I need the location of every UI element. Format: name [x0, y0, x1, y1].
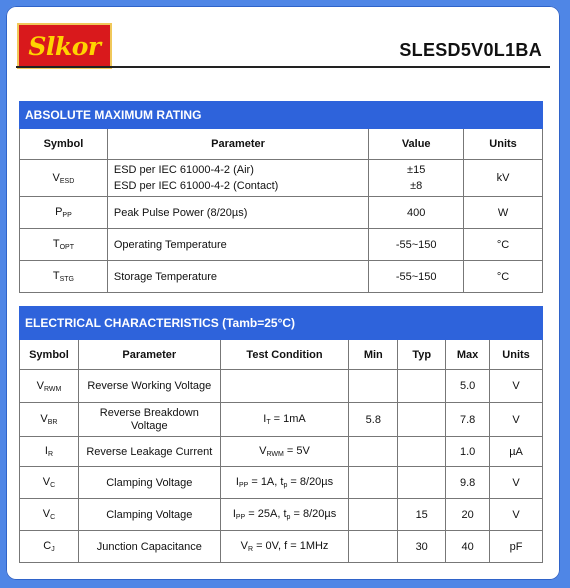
unit-cell: V	[490, 499, 543, 531]
table-row	[20, 467, 543, 499]
unit-cell: pF	[490, 531, 543, 563]
datasheet-frame	[6, 6, 560, 580]
test-condition-cell: $I_{PP} = 25A$, $t_p = 8/20\mu s$	[220, 499, 349, 531]
max-cell: 20	[446, 499, 490, 531]
value-cell: ±15 ±8	[369, 160, 464, 197]
symbol-cell: $T_{OPT}$	[20, 229, 108, 261]
symbol-cell: $T_{STG}$	[20, 261, 108, 293]
typ-cell: 15	[398, 499, 446, 531]
symbol-cell: $V_C$	[20, 467, 79, 499]
parameter-cell: Peak Pulse Power (8/20µs)	[107, 197, 368, 229]
table-row	[20, 403, 543, 437]
table-row	[20, 229, 543, 261]
table-row	[20, 531, 543, 563]
test-condition-cell	[220, 370, 349, 403]
max-cell: 9.8	[446, 467, 490, 499]
symbol-cell: $I_R$	[20, 437, 79, 467]
table-row	[20, 261, 543, 293]
unit-cell: °C	[464, 261, 543, 293]
unit-cell: W	[464, 197, 543, 229]
typ-cell	[398, 403, 446, 437]
column-header: Symbol	[20, 340, 79, 370]
electrical-characteristics-table	[19, 306, 543, 563]
column-header: Parameter	[107, 129, 368, 160]
parameter-cell: Reverse Leakage Current	[78, 437, 220, 467]
parameter-cell: Junction Capacitance	[78, 531, 220, 563]
parameter-cell: Clamping Voltage	[78, 467, 220, 499]
table-row	[20, 437, 543, 467]
typ-cell	[398, 437, 446, 467]
parameter-cell: Clamping Voltage	[78, 499, 220, 531]
table-row	[20, 370, 543, 403]
table-title: ELECTRICAL CHARACTERISTICS (Tamb=25°C)	[20, 307, 543, 340]
parameter-cell: Operating Temperature	[107, 229, 368, 261]
test-condition-cell: $V_{RWM} = 5V$	[220, 437, 349, 467]
symbol-cell: $V_{RWM}$	[20, 370, 79, 403]
symbol-cell: $V_{ESD}$	[20, 160, 108, 197]
column-header: Units	[464, 129, 543, 160]
test-condition-cell: $V_R = 0V$, f = 1MHz	[220, 531, 349, 563]
typ-cell	[398, 370, 446, 403]
max-cell: 40	[446, 531, 490, 563]
table-row	[20, 499, 543, 531]
max-cell: 5.0	[446, 370, 490, 403]
column-header: Parameter	[78, 340, 220, 370]
ec-table-body	[20, 370, 543, 563]
parameter-cell: Reverse Breakdown Voltage	[78, 403, 220, 437]
test-condition-cell: $I_{PP} = 1A$, $t_p = 8/20\mu s$	[220, 467, 349, 499]
min-cell	[349, 370, 398, 403]
brand-logo: Slkor	[17, 23, 112, 69]
symbol-cell: $P_{PP}$	[20, 197, 108, 229]
min-cell: 5.8	[349, 403, 398, 437]
absolute-maximum-rating-table	[19, 101, 543, 293]
test-condition-cell: $I_T = 1mA$	[220, 403, 349, 437]
max-cell: 1.0	[446, 437, 490, 467]
symbol-cell: $V_C$	[20, 499, 79, 531]
unit-cell: V	[490, 370, 543, 403]
column-header: Symbol	[20, 129, 108, 160]
value-cell: -55~150	[369, 261, 464, 293]
unit-cell: µA	[490, 437, 543, 467]
min-cell	[349, 499, 398, 531]
table-row	[20, 160, 543, 197]
min-cell	[349, 531, 398, 563]
typ-cell	[398, 467, 446, 499]
symbol-cell: $C_J$	[20, 531, 79, 563]
parameter-cell: Storage Temperature	[107, 261, 368, 293]
column-header: Typ	[398, 340, 446, 370]
parameter-cell: ESD per IEC 61000-4-2 (Air) ESD per IEC 61000-4-2 (Contact)	[107, 160, 368, 197]
table-title: ABSOLUTE MAXIMUM RATING	[20, 102, 543, 129]
part-number: SLESD5V0L1BA	[399, 40, 542, 60]
table-row	[20, 197, 543, 229]
unit-cell: kV	[464, 160, 543, 197]
symbol-cell: $V_{BR}$	[20, 403, 79, 437]
column-header: Value	[369, 129, 464, 160]
min-cell	[349, 437, 398, 467]
min-cell	[349, 467, 398, 499]
typ-cell: 30	[398, 531, 446, 563]
column-header: Max	[446, 340, 490, 370]
parameter-cell: Reverse Working Voltage	[78, 370, 220, 403]
column-header: Test Condition	[220, 340, 349, 370]
unit-cell: °C	[464, 229, 543, 261]
unit-cell: V	[490, 403, 543, 437]
column-header: Min	[349, 340, 398, 370]
unit-cell: V	[490, 467, 543, 499]
value-cell: -55~150	[369, 229, 464, 261]
header-divider	[16, 66, 550, 68]
value-cell: 400	[369, 197, 464, 229]
column-header: Units	[490, 340, 543, 370]
max-cell: 7.8	[446, 403, 490, 437]
